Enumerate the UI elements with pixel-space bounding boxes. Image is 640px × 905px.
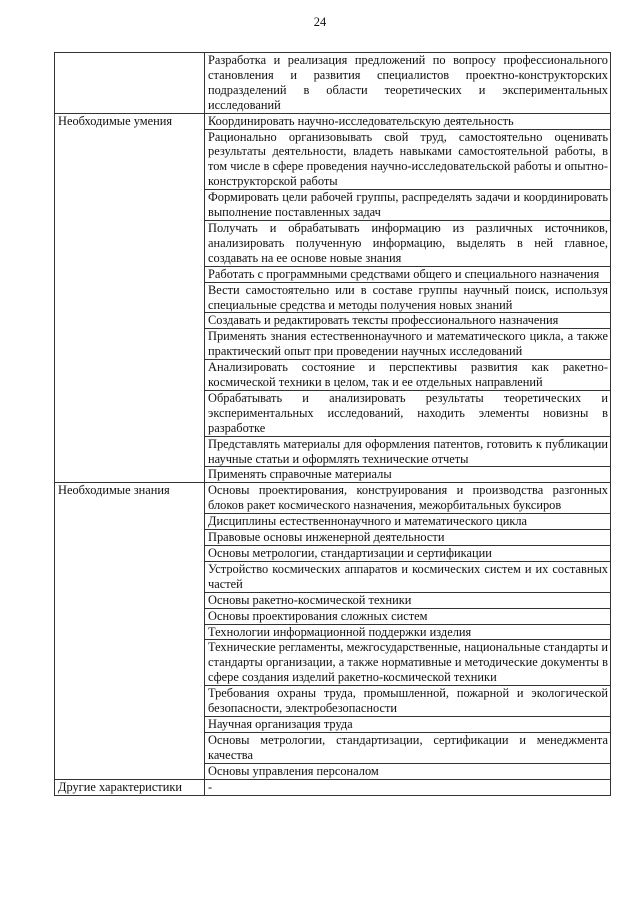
section-label-skills: Необходимые умения <box>55 113 205 483</box>
table-cell: Получать и обрабатывать информацию из различных источников, анализировать полученную информацию, выделять в ней главное, создавать на ее основе новые знания <box>205 220 611 266</box>
table-row <box>55 53 611 114</box>
table-cell: Формировать цели рабочей группы, распределять задачи и координировать выполнение поставленных задач <box>205 190 611 221</box>
table-cell: Дисциплины естественнонаучного и математического цикла <box>205 514 611 530</box>
table-cell: Основы проектирования сложных систем <box>205 608 611 624</box>
table-cell: Основы ракетно-космической техники <box>205 592 611 608</box>
row-label <box>55 53 205 114</box>
table-cell: Разработка и реализация предложений по вопросу профессионального становления и развития специалистов проектно-конструкторских подразделений в области теоретических и экспериментальных исследований <box>205 53 611 114</box>
table-cell: Анализировать состояние и перспективы развития как ракетно-космической техники в целом, так и ее отдельных направлений <box>205 360 611 391</box>
table-cell: Обрабатывать и анализировать результаты теоретических и экспериментальных исследований, находить элементы новизны в разработке <box>205 390 611 436</box>
section-label-knowledge: Необходимые знания <box>55 483 205 779</box>
table-cell: Правовые основы инженерной деятельности <box>205 530 611 546</box>
page-number: 24 <box>313 15 327 29</box>
table-cell: Основы метрологии, стандартизации и сертификации <box>205 546 611 562</box>
table-cell: Основы метрологии, стандартизации, сертификации и менеджмента качества <box>205 732 611 763</box>
section-label-other: Другие характеристики <box>55 779 205 795</box>
table-cell: Устройство космических аппаратов и космических систем и их составных частей <box>205 561 611 592</box>
table-cell: Требования охраны труда, промышленной, пожарной и экологической безопасности, электробезопасности <box>205 686 611 717</box>
table-cell: Работать с программными средствами общего и специального назначения <box>205 266 611 282</box>
table-cell: Применять справочные материалы <box>205 467 611 483</box>
table-cell: Применять знания естественнонаучного и математического цикла, а также практический опыт при проведении научных исследований <box>205 329 611 360</box>
table-cell: Основы проектирования, конструирования и производства разгонных блоков ракет космического назначения, межорбитальных буксиров <box>205 483 611 514</box>
table-cell: Научная организация труда <box>205 716 611 732</box>
table-row <box>55 779 611 795</box>
characteristics-table <box>54 52 611 796</box>
table-cell: Создавать и редактировать тексты профессионального назначения <box>205 313 611 329</box>
table-cell: Представлять материалы для оформления патентов, готовить к публикации научные статьи и оформлять технические отчеты <box>205 436 611 467</box>
table-cell: Основы управления персоналом <box>205 763 611 779</box>
table-row <box>55 113 611 129</box>
table-cell: Технологии информационной поддержки изделия <box>205 624 611 640</box>
table-cell: Технические регламенты, межгосударственные, национальные стандарты и стандарты организации, а также нормативные и методические документы в сфере создания изделий ракетно-космической техники <box>205 640 611 686</box>
table-row <box>55 483 611 514</box>
table-cell: Вести самостоятельно или в составе группы научный поиск, используя специальные средства и методы получения новых знаний <box>205 282 611 313</box>
table-cell: Рационально организовывать свой труд, самостоятельно оценивать результаты деятельности, владеть навыками самостоятельной работы, в том числе в сфере проведения научно-исследовательской работы и опытно-конструкторской работы <box>205 129 611 190</box>
table-cell: - <box>205 779 611 795</box>
table-cell: Координировать научно-исследовательскую деятельность <box>205 113 611 129</box>
